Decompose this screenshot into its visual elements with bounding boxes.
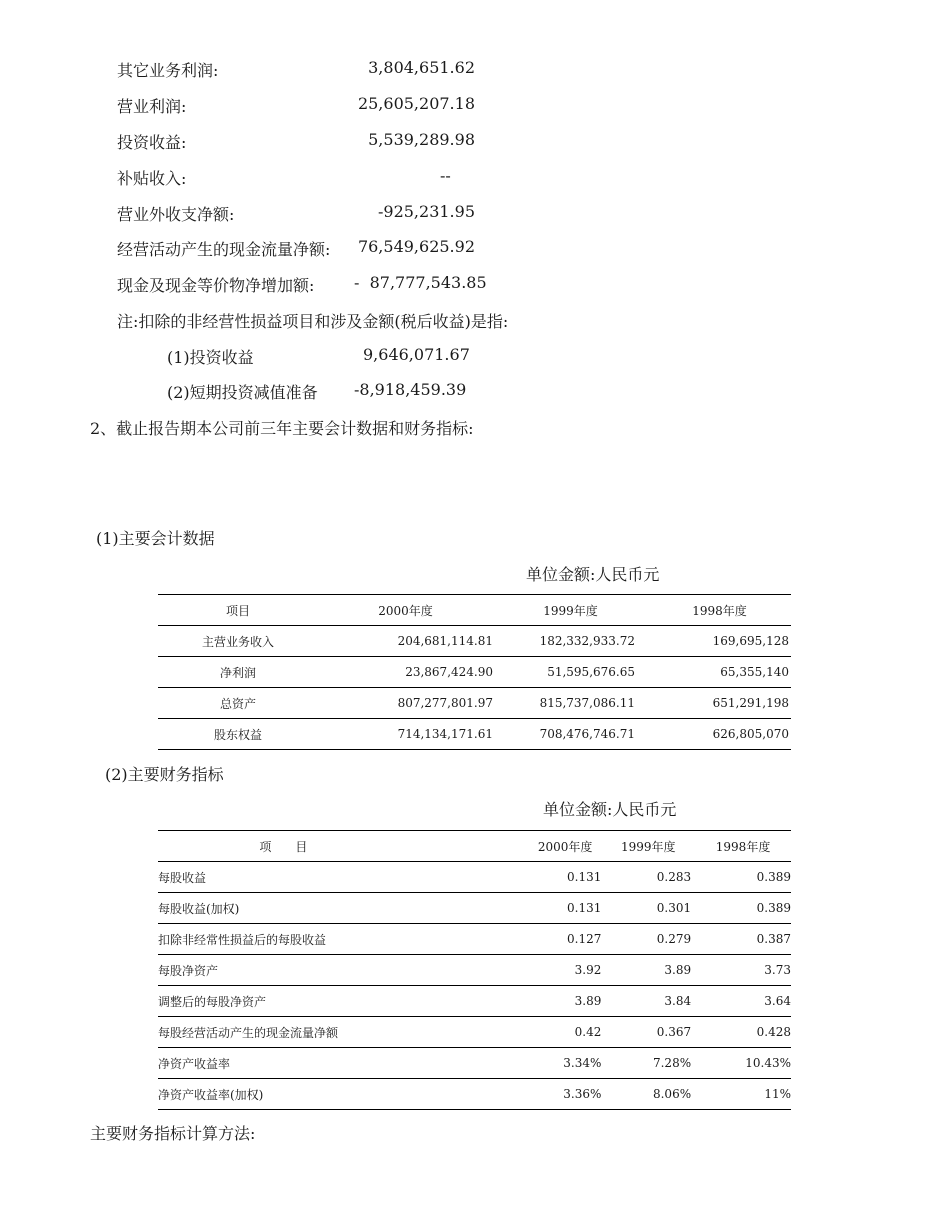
cell-value: 0.127 — [529, 924, 602, 955]
column-header: 2000年度 — [318, 595, 493, 626]
cell-value: 0.389 — [695, 862, 791, 893]
note-item-label: (1)投资收益 — [167, 348, 254, 367]
row-label: 每股净资产 — [158, 955, 529, 986]
column-header: 项 目 — [158, 831, 529, 862]
summary-label: 现金及现金等价物净增加额: — [117, 276, 315, 295]
cell-value: 65,355,140 — [648, 657, 791, 688]
table1-unit: 单位金额:人民币元 — [526, 565, 660, 584]
cell-value: 7.28% — [601, 1048, 695, 1079]
cell-value: 0.301 — [601, 893, 695, 924]
table-row — [158, 955, 791, 986]
cell-value: 708,476,746.71 — [493, 719, 648, 750]
cell-value: 169,695,128 — [648, 626, 791, 657]
cell-value: 0.131 — [529, 862, 602, 893]
cell-value: 0.131 — [529, 893, 602, 924]
cell-value: 11% — [695, 1079, 791, 1110]
cell-value: 815,737,086.11 — [493, 688, 648, 719]
cell-value: 182,332,933.72 — [493, 626, 648, 657]
column-header: 项目 — [158, 595, 318, 626]
summary-value: 5,539,289.98 — [368, 130, 475, 149]
cell-value: 8.06% — [601, 1079, 695, 1110]
column-header: 1999年度 — [493, 595, 648, 626]
summary-label: 营业外收支净额: — [117, 205, 235, 224]
table-header-row — [158, 831, 791, 862]
summary-label: 投资收益: — [117, 133, 187, 152]
summary-label: 经营活动产生的现金流量净额: — [117, 240, 331, 259]
cell-value: 626,805,070 — [648, 719, 791, 750]
summary-label: 补贴收入: — [117, 169, 187, 188]
table-row — [158, 1017, 791, 1048]
cell-value: 651,291,198 — [648, 688, 791, 719]
summary-label: 营业利润: — [117, 97, 187, 116]
cell-value: 807,277,801.97 — [318, 688, 493, 719]
row-label: 股东权益 — [158, 719, 318, 750]
cell-value: 714,134,171.61 — [318, 719, 493, 750]
cell-value: 0.387 — [695, 924, 791, 955]
summary-value: 76,549,625.92 — [357, 237, 475, 256]
cell-value: 204,681,114.81 — [318, 626, 493, 657]
cell-value: 51,595,676.65 — [493, 657, 648, 688]
row-label: 每股收益 — [158, 862, 529, 893]
column-header: 1998年度 — [648, 595, 791, 626]
cell-value: 3.73 — [695, 955, 791, 986]
table1-title: (1)主要会计数据 — [96, 529, 215, 548]
note-item-value: 9,646,071.67 — [363, 345, 470, 364]
row-label: 扣除非经常性损益后的每股收益 — [158, 924, 529, 955]
table-row — [158, 719, 791, 750]
summary-value: -925,231.95 — [377, 202, 475, 221]
accounting-data-table — [158, 594, 791, 750]
note-text: 注:扣除的非经营性损益项目和涉及金额(税后收益)是指: — [117, 312, 509, 331]
note-item-value: -8,918,459.39 — [354, 380, 467, 399]
cell-value: 0.279 — [601, 924, 695, 955]
row-label: 总资产 — [158, 688, 318, 719]
cell-value: 3.64 — [695, 986, 791, 1017]
note-item-label: (2)短期投资减值准备 — [167, 383, 318, 402]
table-header-row — [158, 595, 791, 626]
cell-value: 10.43% — [695, 1048, 791, 1079]
table-row — [158, 688, 791, 719]
column-header: 2000年度 — [529, 831, 602, 862]
financial-indicators-table — [158, 830, 791, 1110]
cell-value: 3.84 — [601, 986, 695, 1017]
summary-value: 3,804,651.62 — [368, 58, 475, 77]
row-label: 每股经营活动产生的现金流量净额 — [158, 1017, 529, 1048]
cell-value: 0.389 — [695, 893, 791, 924]
cell-value: 0.367 — [601, 1017, 695, 1048]
cell-value: 23,867,424.90 — [318, 657, 493, 688]
cell-value: 0.283 — [601, 862, 695, 893]
summary-value: - 87,777,543.85 — [354, 273, 487, 292]
table2-unit: 单位金额:人民币元 — [543, 800, 677, 819]
cell-value: 0.42 — [529, 1017, 602, 1048]
cell-value: 3.92 — [529, 955, 602, 986]
table2-title: (2)主要财务指标 — [105, 765, 224, 784]
column-header: 1998年度 — [695, 831, 791, 862]
row-label: 净资产收益率(加权) — [158, 1079, 529, 1110]
row-label: 调整后的每股净资产 — [158, 986, 529, 1017]
column-header: 1999年度 — [601, 831, 695, 862]
row-label: 净资产收益率 — [158, 1048, 529, 1079]
table-row — [158, 1079, 791, 1110]
summary-label: 其它业务利润: — [117, 61, 219, 80]
summary-value: 25,605,207.18 — [357, 94, 475, 113]
cell-value: 3.34% — [529, 1048, 602, 1079]
row-label: 主营业务收入 — [158, 626, 318, 657]
summary-value: -- — [440, 166, 451, 185]
table-row — [158, 862, 791, 893]
row-label: 每股收益(加权) — [158, 893, 529, 924]
table-row — [158, 1048, 791, 1079]
section-title: 2、截止报告期本公司前三年主要会计数据和财务指标: — [90, 419, 474, 438]
table-row — [158, 986, 791, 1017]
table-row — [158, 657, 791, 688]
footer-text: 主要财务指标计算方法: — [90, 1124, 256, 1143]
table-row — [158, 626, 791, 657]
table-row — [158, 924, 791, 955]
cell-value: 3.89 — [601, 955, 695, 986]
cell-value: 3.36% — [529, 1079, 602, 1110]
row-label: 净利润 — [158, 657, 318, 688]
table-row — [158, 893, 791, 924]
cell-value: 0.428 — [695, 1017, 791, 1048]
cell-value: 3.89 — [529, 986, 602, 1017]
